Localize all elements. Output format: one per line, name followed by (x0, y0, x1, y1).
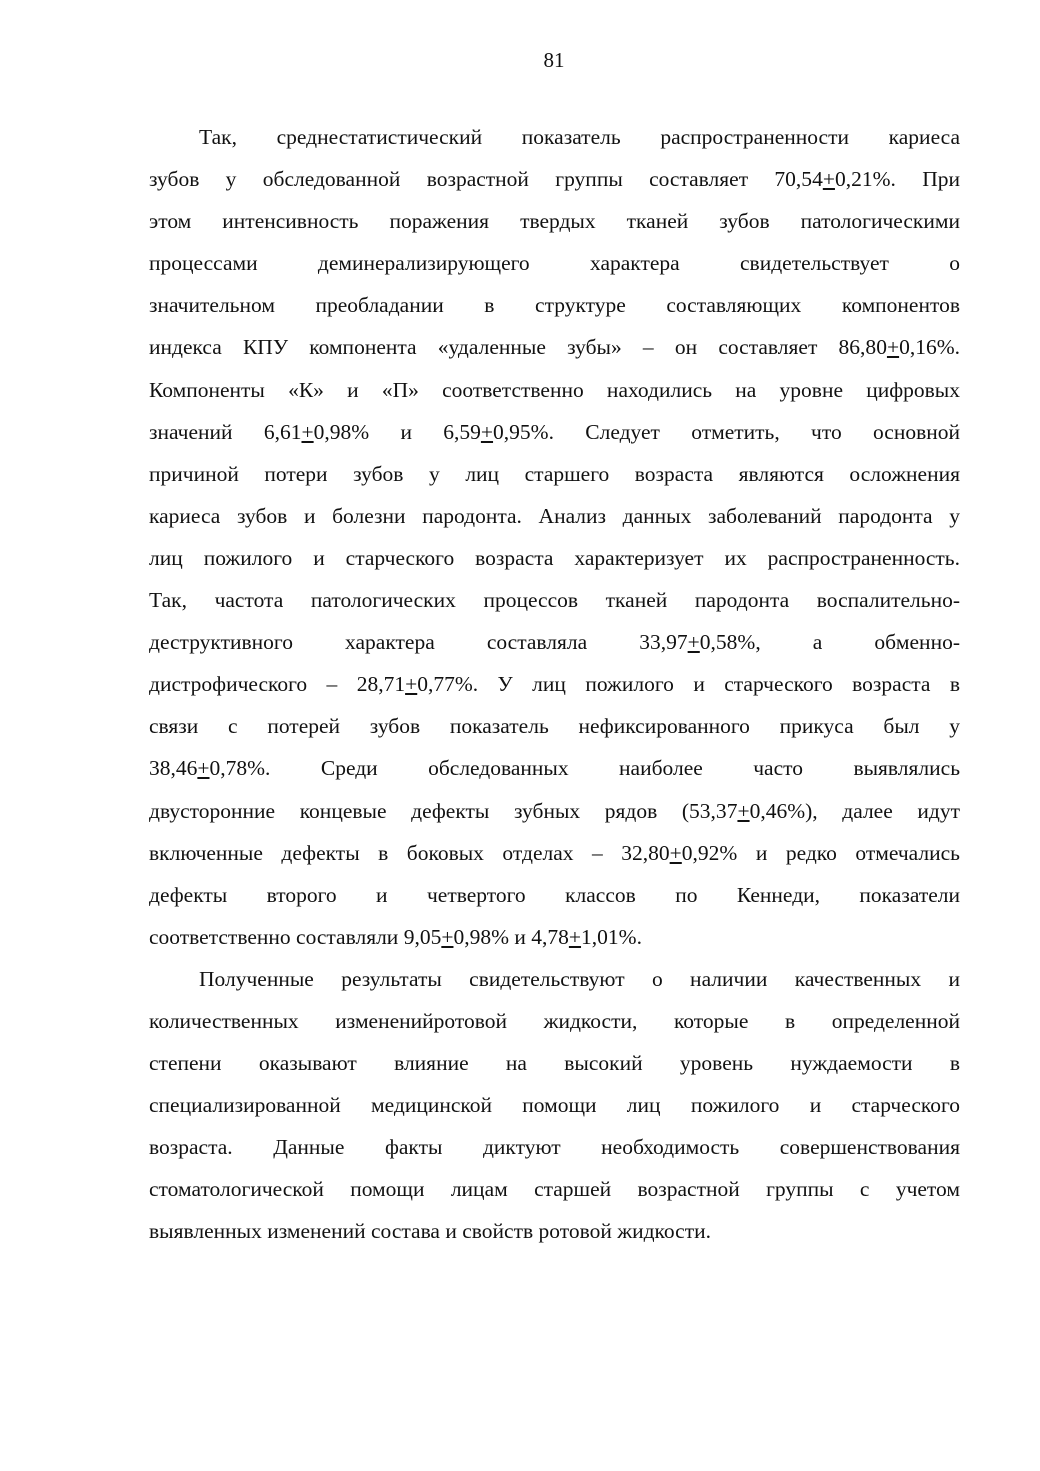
text-line: количественных измененийротовой жидкости, которые в определенной (149, 1008, 960, 1033)
text-line: дистрофического – 28,71+0,77%. У лиц пожилого и старческого возраста в (149, 672, 961, 697)
text-line: Компоненты «К» и «П» соответственно находились на уровне цифровых (149, 377, 960, 402)
text-line: кариеса зубов и болезни пародонта. Анализ данных заболеваний пародонта у (149, 503, 960, 528)
text-line: деструктивного характера составляла 33,97+0,58%, а обменно- (149, 630, 960, 655)
paragraph (149, 958, 960, 1253)
text-line: причиной потери зубов у лиц старшего возраста являются осложнения (149, 461, 960, 486)
text-line: Так, частота патологических процессов тканей пародонта воспалительно- (149, 588, 960, 613)
text-line: значительном преобладании в структуре составляющих компонентов (149, 293, 960, 318)
text-line: стоматологической помощи лицам старшей возрастной группы с учетом (149, 1177, 960, 1202)
text-line: двусторонние концевые дефекты зубных рядов (53,37+0,46%), далее идут (149, 798, 960, 823)
text-line: степени оказывают влияние на высокий уровень нуждаемости в (149, 1051, 960, 1076)
text-line: возраста. Данные факты диктуют необходимость совершенствования (149, 1135, 960, 1160)
body-text (149, 116, 960, 1253)
text-line: специализированной медицинской помощи лиц пожилого и старческого (149, 1093, 960, 1118)
text-line: процессами деминерализирующего характера свидетельствует о (149, 251, 960, 276)
text-line: индекса КПУ компонента «удаленные зубы» – он составляет 86,80+0,16%. (149, 335, 960, 360)
text-line: выявленных изменений состава и свойств ротовой жидкости. (149, 1219, 711, 1244)
page-number: 81 (543, 48, 565, 72)
text-line: значений 6,61+0,98% и 6,59+0,95%. Следует отметить, что основной (149, 419, 960, 444)
text-line: дефекты второго и четвертого классов по Кеннеди, показатели (149, 882, 960, 907)
paragraph (149, 116, 960, 958)
text-line: Полученные результаты свидетельствуют о наличии качественных и (199, 966, 960, 991)
text-line: Так, среднестатистический показатель распространенности кариеса (199, 125, 960, 149)
text-line: включенные дефекты в боковых отделах – 32,80+0,92% и редко отмечались (149, 840, 960, 865)
text-line: лиц пожилого и старческого возраста характеризует их распространенность. (149, 545, 960, 570)
text-line: зубов у обследованной возрастной группы составляет 70,54+0,21%. При (149, 167, 960, 192)
text-line: соответственно составляли 9,05+0,98% и 4,78+1,01%. (149, 924, 642, 949)
text-line: связи с потерей зубов показатель нефиксированного прикуса был у (149, 714, 960, 739)
text-line: этом интенсивность поражения твердых тканей зубов патологическими (149, 209, 960, 234)
text-line: 38,46+0,78%. Среди обследованных наиболее часто выявлялись (149, 756, 960, 781)
